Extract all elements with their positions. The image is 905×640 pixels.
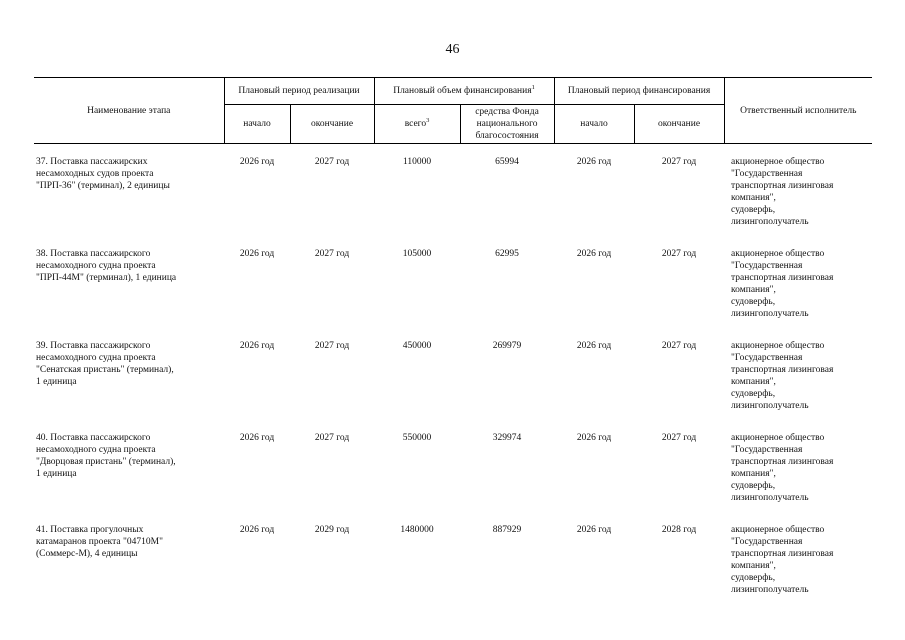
executor-line: лизингополучатель	[731, 493, 809, 503]
stage-line: 39. Поставка пассажирского	[36, 341, 151, 351]
total-cell: 110000	[402, 157, 432, 167]
stage-cell	[34, 340, 224, 432]
table-row	[34, 524, 872, 616]
header-real-start: начало	[224, 105, 290, 144]
fin-end-cell: 2027 год	[661, 249, 697, 259]
stage-cell	[34, 432, 224, 524]
header-fin-start: начало	[554, 105, 634, 144]
table-row	[34, 432, 872, 524]
real-start-cell: 2026 год	[239, 249, 275, 259]
executor-line: транспортная лизинговая	[731, 181, 834, 191]
stage-line: 40. Поставка пассажирского	[36, 433, 151, 443]
executor-line: "Государственная	[731, 537, 803, 547]
total-cell: 550000	[402, 433, 432, 443]
plan-table	[34, 77, 872, 616]
table-row	[34, 156, 872, 248]
executor-line: компания",	[731, 377, 776, 387]
table-row	[34, 340, 872, 432]
total-cell: 1480000	[400, 525, 434, 535]
stage-line: "Дворцовая пристань" (терминал),	[36, 457, 176, 467]
executor-line: транспортная лизинговая	[731, 549, 834, 559]
table-row	[34, 248, 872, 340]
stage-cell	[34, 156, 224, 248]
executor-cell	[724, 248, 872, 340]
fin-start-cell: 2026 год	[576, 341, 612, 351]
header-financing-period: Плановый период финансирования	[554, 78, 724, 105]
executor-line: лизингополучатель	[731, 585, 809, 595]
executor-line: транспортная лизинговая	[731, 457, 834, 467]
executor-line: судоверфь,	[731, 573, 776, 583]
stage-line: 41. Поставка прогулочных	[36, 525, 144, 535]
footnote-1: 1	[531, 83, 535, 91]
executor-line: компания",	[731, 561, 776, 571]
stage-line: несамоходных судов проекта	[36, 169, 154, 179]
header-realization-period: Плановый период реализации	[224, 78, 374, 105]
stage-line: (Соммерс-М), 4 единицы	[36, 549, 138, 559]
executor-line: "Государственная	[731, 261, 803, 271]
executor-line: судоверфь,	[731, 389, 776, 399]
fund-cell: 62995	[495, 249, 519, 259]
stage-line: катамаранов проекта "04710М"	[36, 537, 163, 547]
executor-line: акционерное общество	[731, 157, 825, 167]
real-end-cell: 2027 год	[314, 341, 350, 351]
real-start-cell: 2026 год	[239, 525, 275, 535]
real-start-cell: 2026 год	[239, 157, 275, 167]
fin-end-cell: 2027 год	[661, 157, 697, 167]
executor-line: акционерное общество	[731, 525, 825, 535]
header-total-text: всего	[404, 119, 427, 129]
fin-end-cell: 2028 год	[661, 525, 697, 535]
stage-line: несамоходного судна проекта	[36, 445, 156, 455]
stage-line: несамоходного судна проекта	[36, 353, 156, 363]
total-cell: 105000	[402, 249, 432, 259]
stage-line: несамоходного судна проекта	[36, 261, 156, 271]
executor-line: акционерное общество	[731, 433, 825, 443]
footnote-3: 3	[426, 116, 430, 124]
executor-line: судоверфь,	[731, 297, 776, 307]
header-real-end: окончание	[290, 105, 374, 144]
header-financing-volume-text: Плановый объем финансирования	[393, 86, 532, 96]
fin-start-cell: 2026 год	[576, 157, 612, 167]
stage-line: "ПРП-44М" (терминал), 1 единица	[36, 273, 177, 283]
executor-cell	[724, 156, 872, 248]
real-end-cell: 2027 год	[314, 157, 350, 167]
stage-cell	[34, 524, 224, 616]
executor-line: компания",	[731, 469, 776, 479]
stage-line: 1 единица	[36, 377, 77, 387]
executor-line: судоверфь,	[731, 205, 776, 215]
table-body	[34, 144, 872, 617]
table-header	[34, 78, 872, 144]
stage-line: "Сенатская пристань" (терминал),	[36, 365, 174, 375]
fund-cell: 269979	[492, 341, 522, 351]
real-start-cell: 2026 год	[239, 341, 275, 351]
real-start-cell: 2026 год	[239, 433, 275, 443]
fund-cell: 65994	[495, 157, 519, 167]
executor-line: судоверфь,	[731, 481, 776, 491]
real-end-cell: 2027 год	[314, 433, 350, 443]
executor-line: лизингополучатель	[731, 401, 809, 411]
executor-line: "Государственная	[731, 445, 803, 455]
executor-cell	[724, 432, 872, 524]
fin-start-cell: 2026 год	[576, 525, 612, 535]
executor-line: компания",	[731, 193, 776, 203]
fund-cell: 887929	[492, 525, 522, 535]
header-stage-name: Наименование этапа	[34, 78, 224, 144]
stage-line: "ПРП-36" (терминал), 2 единицы	[36, 181, 170, 191]
executor-line: компания",	[731, 285, 776, 295]
header-financing-volume	[374, 78, 554, 105]
header-executor: Ответственный исполнитель	[724, 78, 872, 144]
stage-line: 1 единица	[36, 469, 77, 479]
stage-line: 38. Поставка пассажирского	[36, 249, 151, 259]
header-total	[374, 105, 460, 144]
page-number: 46	[445, 42, 460, 57]
executor-line: "Государственная	[731, 353, 803, 363]
executor-line: лизингополучатель	[731, 309, 809, 319]
real-end-cell: 2029 год	[314, 525, 350, 535]
executor-cell	[724, 524, 872, 616]
total-cell: 450000	[402, 341, 432, 351]
stage-cell	[34, 248, 224, 340]
fin-end-cell: 2027 год	[661, 341, 697, 351]
executor-line: акционерное общество	[731, 249, 825, 259]
real-end-cell: 2027 год	[314, 249, 350, 259]
executor-line: лизингополучатель	[731, 217, 809, 227]
fin-start-cell: 2026 год	[576, 249, 612, 259]
executor-line: "Государственная	[731, 169, 803, 179]
header-fund: средства Фонда национального благосостояния	[460, 105, 554, 144]
fund-cell: 329974	[492, 433, 522, 443]
fin-start-cell: 2026 год	[576, 433, 612, 443]
executor-line: транспортная лизинговая	[731, 365, 834, 375]
executor-cell	[724, 340, 872, 432]
executor-line: акционерное общество	[731, 341, 825, 351]
header-fin-end: окончание	[634, 105, 724, 144]
stage-line: 37. Поставка пассажирских	[36, 157, 148, 167]
fin-end-cell: 2027 год	[661, 433, 697, 443]
executor-line: транспортная лизинговая	[731, 273, 834, 283]
